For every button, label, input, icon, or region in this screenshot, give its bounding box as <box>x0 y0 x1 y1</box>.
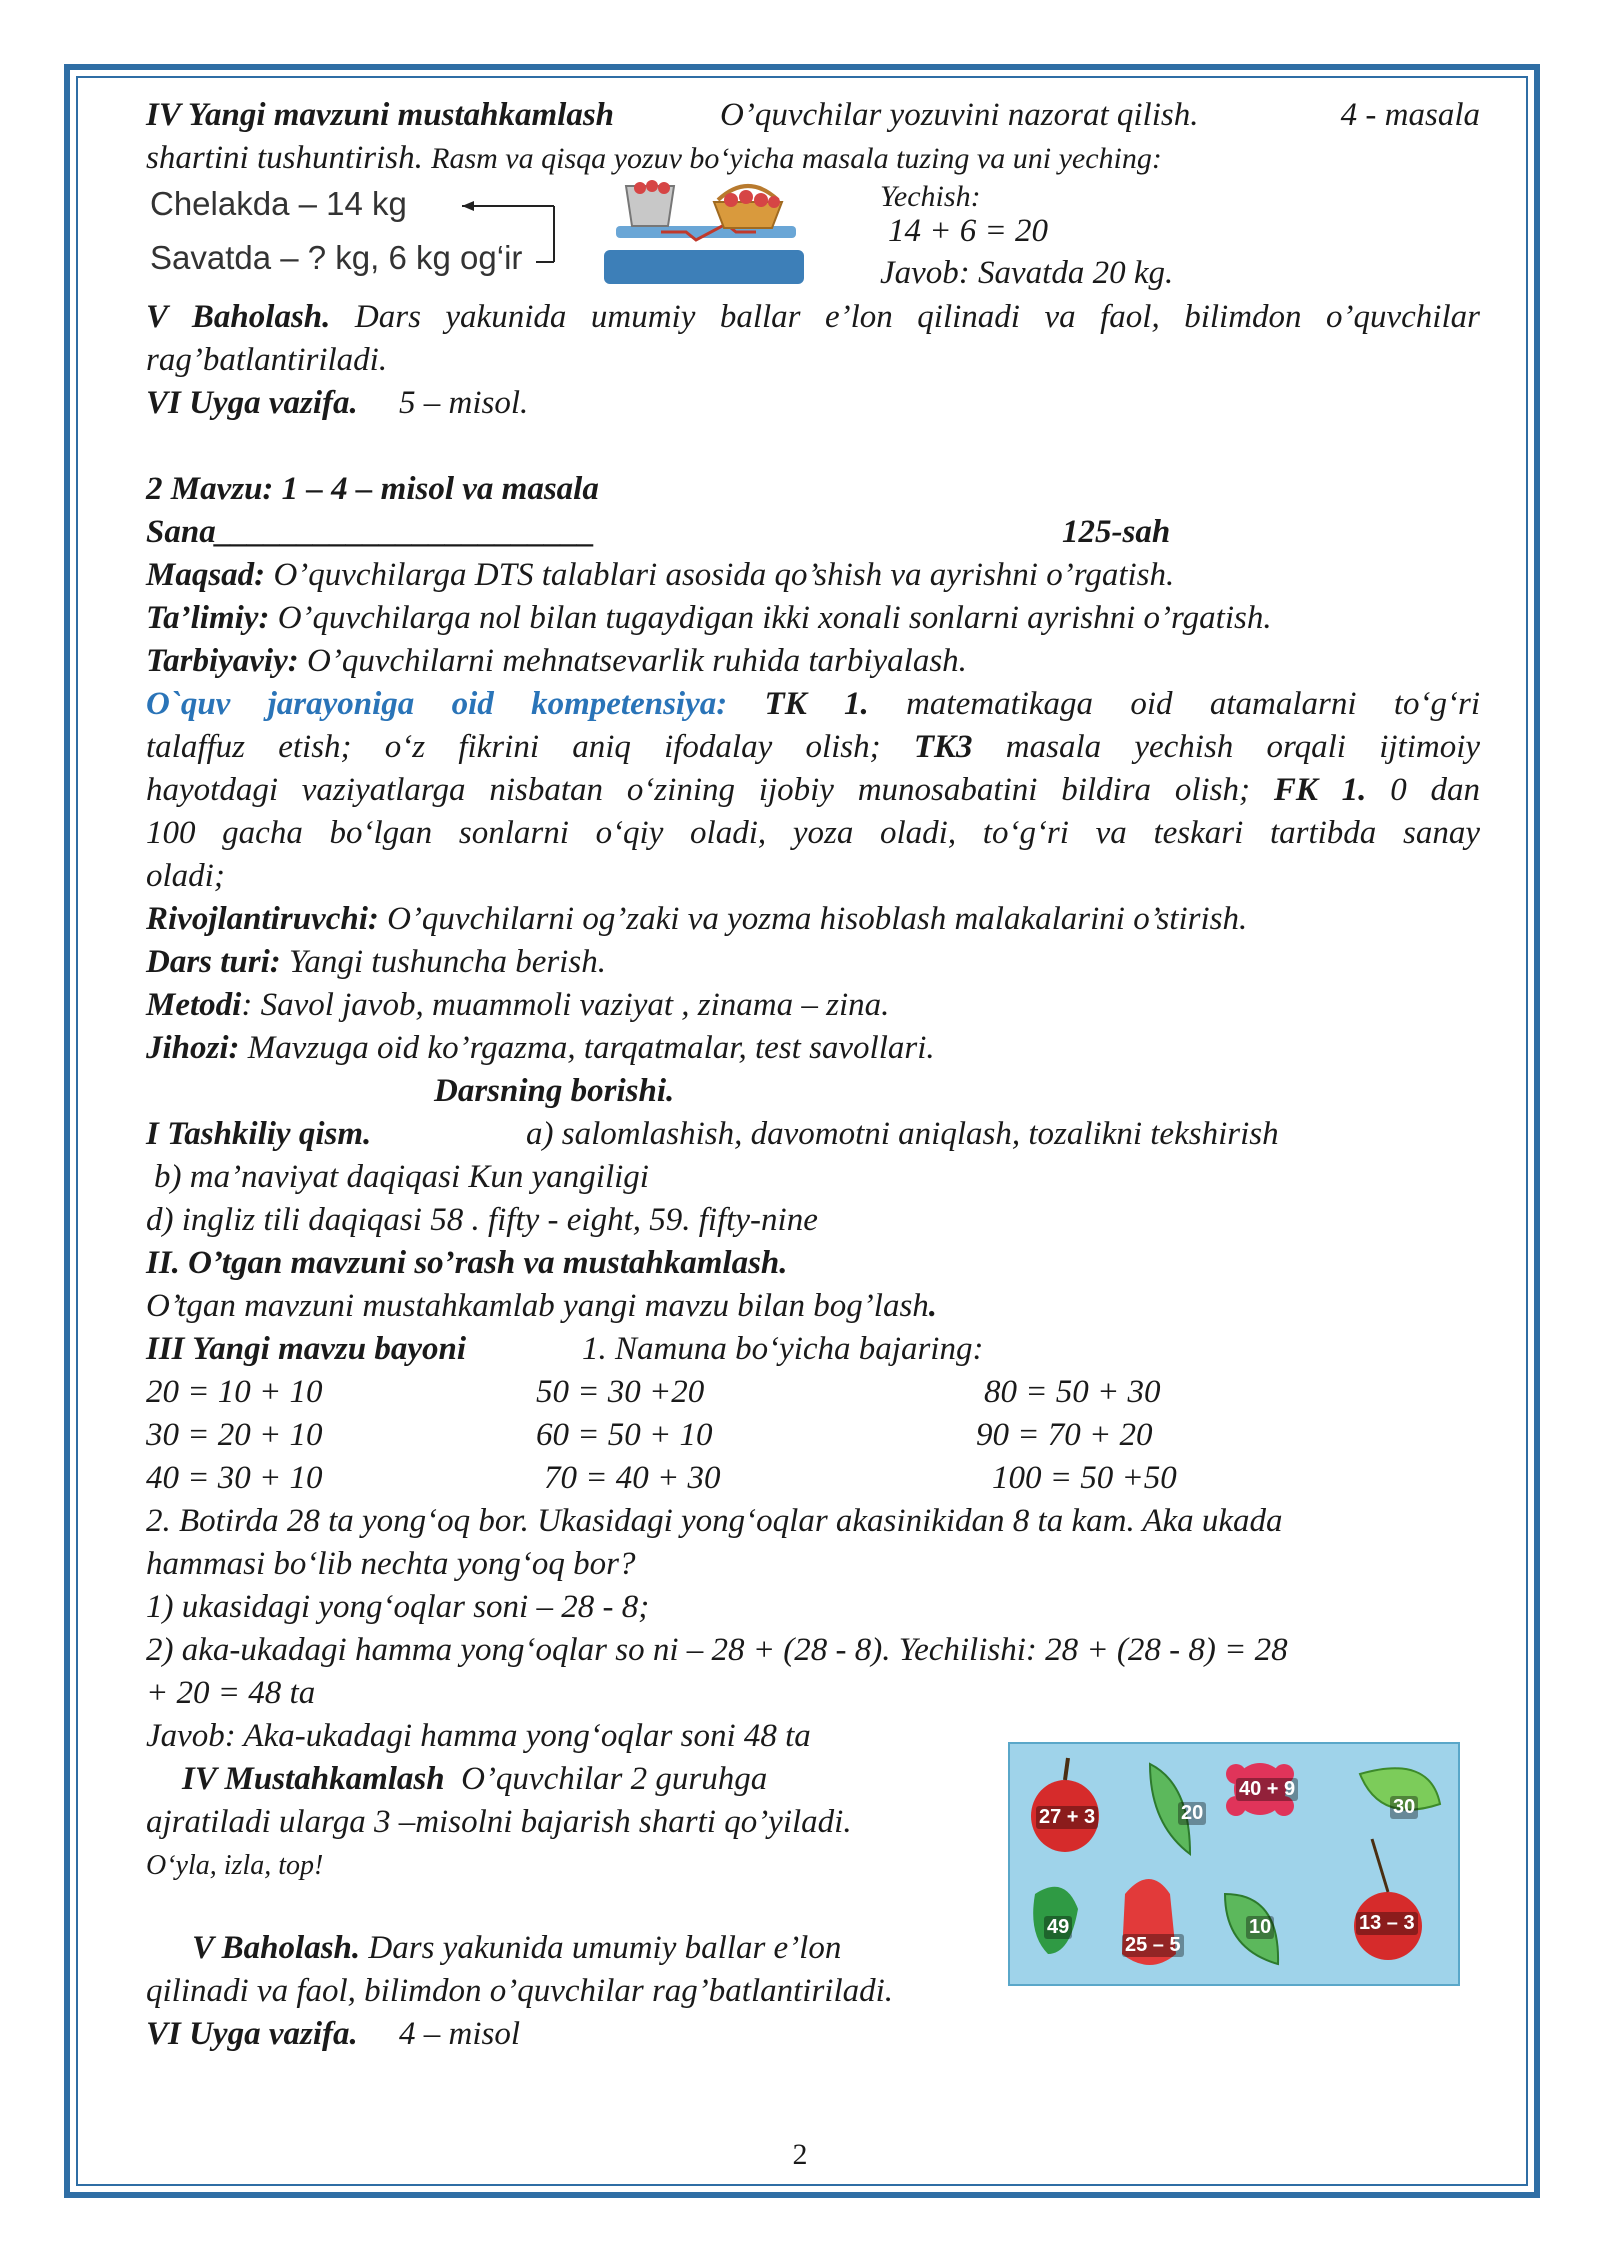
section-iv-heading: IV Yangi mavzuni mustahkamlash O’quvchilar yozuvini nazorat qilish. 4 - masala <box>146 97 1480 133</box>
fruit-illustration <box>1010 1744 1458 1984</box>
problem-2-line-3: 1) ukasidagi yong‘oqlar soni – 28 - 8; <box>146 1589 650 1625</box>
topic-heading: 2 Mavzu: 1 – 4 – misol va masala <box>146 471 599 507</box>
problem-2-line-1: 2. Botirda 28 ta yong‘oq bor. Ukasidagi yong‘oqlar akasinikidan 8 ta kam. Aka ukada <box>146 1503 1283 1539</box>
mustahkamlash-line-1: IV Mustahkamlash O’quvchilar 2 guruhga <box>182 1761 768 1797</box>
jihozi-line: Jihozi: Mavzuga oid ko’rgazma, tarqatmalar, test savollari. <box>146 1030 935 1066</box>
picture-label-1: 27 + 3 <box>1036 1806 1098 1829</box>
competency-line-2: talaffuz etish; o‘z fikrini aniq ifodalay olish; TK3 masala yechish orqali ijtimoiy <box>146 729 1481 765</box>
equation-row-2: 30 = 20 + 10 60 = 50 + 10 90 = 70 + 20 <box>146 1417 1153 1453</box>
rivojlantiruvchi-line: Rivojlantiruvchi: O’quvchilarni og’zaki va yozma hisoblash malakalarini o’stirish. <box>146 901 1248 937</box>
date-row <box>146 511 1480 554</box>
picture-label-7: 10 <box>1246 1916 1274 1939</box>
maqsad-line: Maqsad: O’quvchilarga DTS talablari asosida qo’shish va ayrishni o’rgatish. <box>146 557 1175 593</box>
tarbiyaviy-line: Tarbiyaviy: O’quvchilarni mehnatsevarlik ruhida tarbiyalash. <box>146 643 967 679</box>
page-number: 2 <box>792 2138 808 2171</box>
otgan-text: O’tgan mavzuni mustahkamlab yangi mavzu bilan bog’lash. <box>146 1288 938 1324</box>
picture-label-3: 40 + 9 <box>1236 1778 1298 1801</box>
section-v-line2: rag’batlantiriladi. <box>146 342 388 378</box>
tashkiliy-row: I Tashkiliy qism. a) salomlashish, davomotni aniqlash, tozalikni tekshirish <box>146 1116 1279 1152</box>
tashkiliy-b: b) ma’naviyat daqiqasi Kun yangiligi <box>154 1159 649 1195</box>
solution-label: Yechish: <box>880 180 981 213</box>
solution-answer: Javob: Savatda 20 kg. <box>880 255 1174 291</box>
problem-2-line-5: + 20 = 48 ta <box>146 1675 316 1711</box>
mustahkamlash-line-2: ajratiladi ularga 3 –misolni bajarish sharti qo’yiladi. <box>146 1804 852 1840</box>
tashkiliy-d: d) ingliz tili daqiqasi 58 . fifty - eight, 59. fifty-nine <box>146 1202 818 1238</box>
problem-2-answer: Javob: Aka-ukadagi hamma yong‘oqlar soni 48 ta <box>146 1718 811 1754</box>
diagram-line-1: Chelakda – 14 kg <box>150 185 407 222</box>
date-field: Sana_______________________ <box>146 514 596 550</box>
lesson-flow-heading: Darsning borishi. <box>434 1073 675 1109</box>
bayon-row: III Yangi mavzu bayoni 1. Namuna bo‘yicha bajaring: <box>146 1331 984 1367</box>
picture-label-2: 20 <box>1178 1802 1206 1825</box>
fruit-exercise-picture <box>1008 1742 1460 1986</box>
otgan-title: II. O’tgan mavzuni so’rash va mustahkamlash. <box>146 1245 788 1281</box>
problem-2-line-2: hammasi bo‘lib nechta yong‘oq bor? <box>146 1546 636 1582</box>
dars-turi-line: Dars turi: Yangi tushuncha berish. <box>146 944 606 980</box>
uyga-vazifa-2: VI Uyga vazifa. 4 – misol <box>146 2016 520 2052</box>
competency-line-1: O`quv jarayoniga oid kompetensiya: TK 1. matematikaga oid atamalarni to‘g‘ri <box>146 686 1480 722</box>
equation-row-1: 20 = 10 + 10 50 = 30 +20 80 = 50 + 30 <box>146 1374 1161 1410</box>
baholash-2-line-1: V Baholash. Dars yakunida umumiy ballar e’lon <box>192 1930 842 1966</box>
solution-equation: 14 + 6 = 20 <box>888 213 1049 249</box>
picture-label-4: 30 <box>1390 1796 1418 1819</box>
equation-row-3: 40 = 30 + 10 70 = 40 + 30 100 = 50 +50 <box>146 1460 1177 1496</box>
picture-label-6: 25 – 5 <box>1122 1934 1184 1957</box>
metodi-line: Metodi: Savol javob, muammoli vaziyat , zinama – zina. <box>146 987 890 1023</box>
competency-line-5: oladi; <box>146 858 225 894</box>
section-iv-line2: shartini tushuntirish. Rasm va qisqa yozuv bo‘yicha masala tuzing va uni yeching: <box>146 140 1162 176</box>
baholash-2-line-2: qilinadi va faol, bilimdon o’quvchilar rag’batlantiriladi. <box>146 1973 894 2009</box>
section-vi: VI Uyga vazifa. 5 – misol. <box>146 385 529 421</box>
competency-line-4: 100 gacha bo‘lgan sonlarni o‘qiy oladi, yoza oladi, to‘g‘ri va teskari tartibda sanay <box>146 815 1480 851</box>
competency-line-3: hayotdagi vaziyatlarga nisbatan o‘zining ijobiy munosabatini bildira olish; FK 1. 0 dan <box>146 772 1480 808</box>
page-ref: 125-sah <box>1062 514 1171 550</box>
picture-label-8: 13 – 3 <box>1356 1912 1418 1935</box>
diagram-line-2: Savatda – ? kg, 6 kg og‘ir <box>150 239 523 276</box>
mustahkamlash-line-3: O‘yla, izla, top! <box>146 1850 324 1881</box>
scale-diagram <box>146 180 1480 296</box>
talimiy-line: Ta’limiy: O’quvchilarga nol bilan tugaydigan ikki xonali sonlarni ayrishni o’rgatish. <box>146 600 1272 636</box>
section-v-line1: V Baholash. Dars yakunida umumiy ballar e’lon qilinadi va faol, bilimdon o’quvchilar <box>146 299 1480 335</box>
problem-2-line-4: 2) aka-ukadagi hamma yong‘oqlar so ni – 28 + (28 - 8). Yechilishi: 28 + (28 - 8) = 28 <box>146 1632 1288 1668</box>
picture-label-5: 49 <box>1044 1916 1072 1939</box>
